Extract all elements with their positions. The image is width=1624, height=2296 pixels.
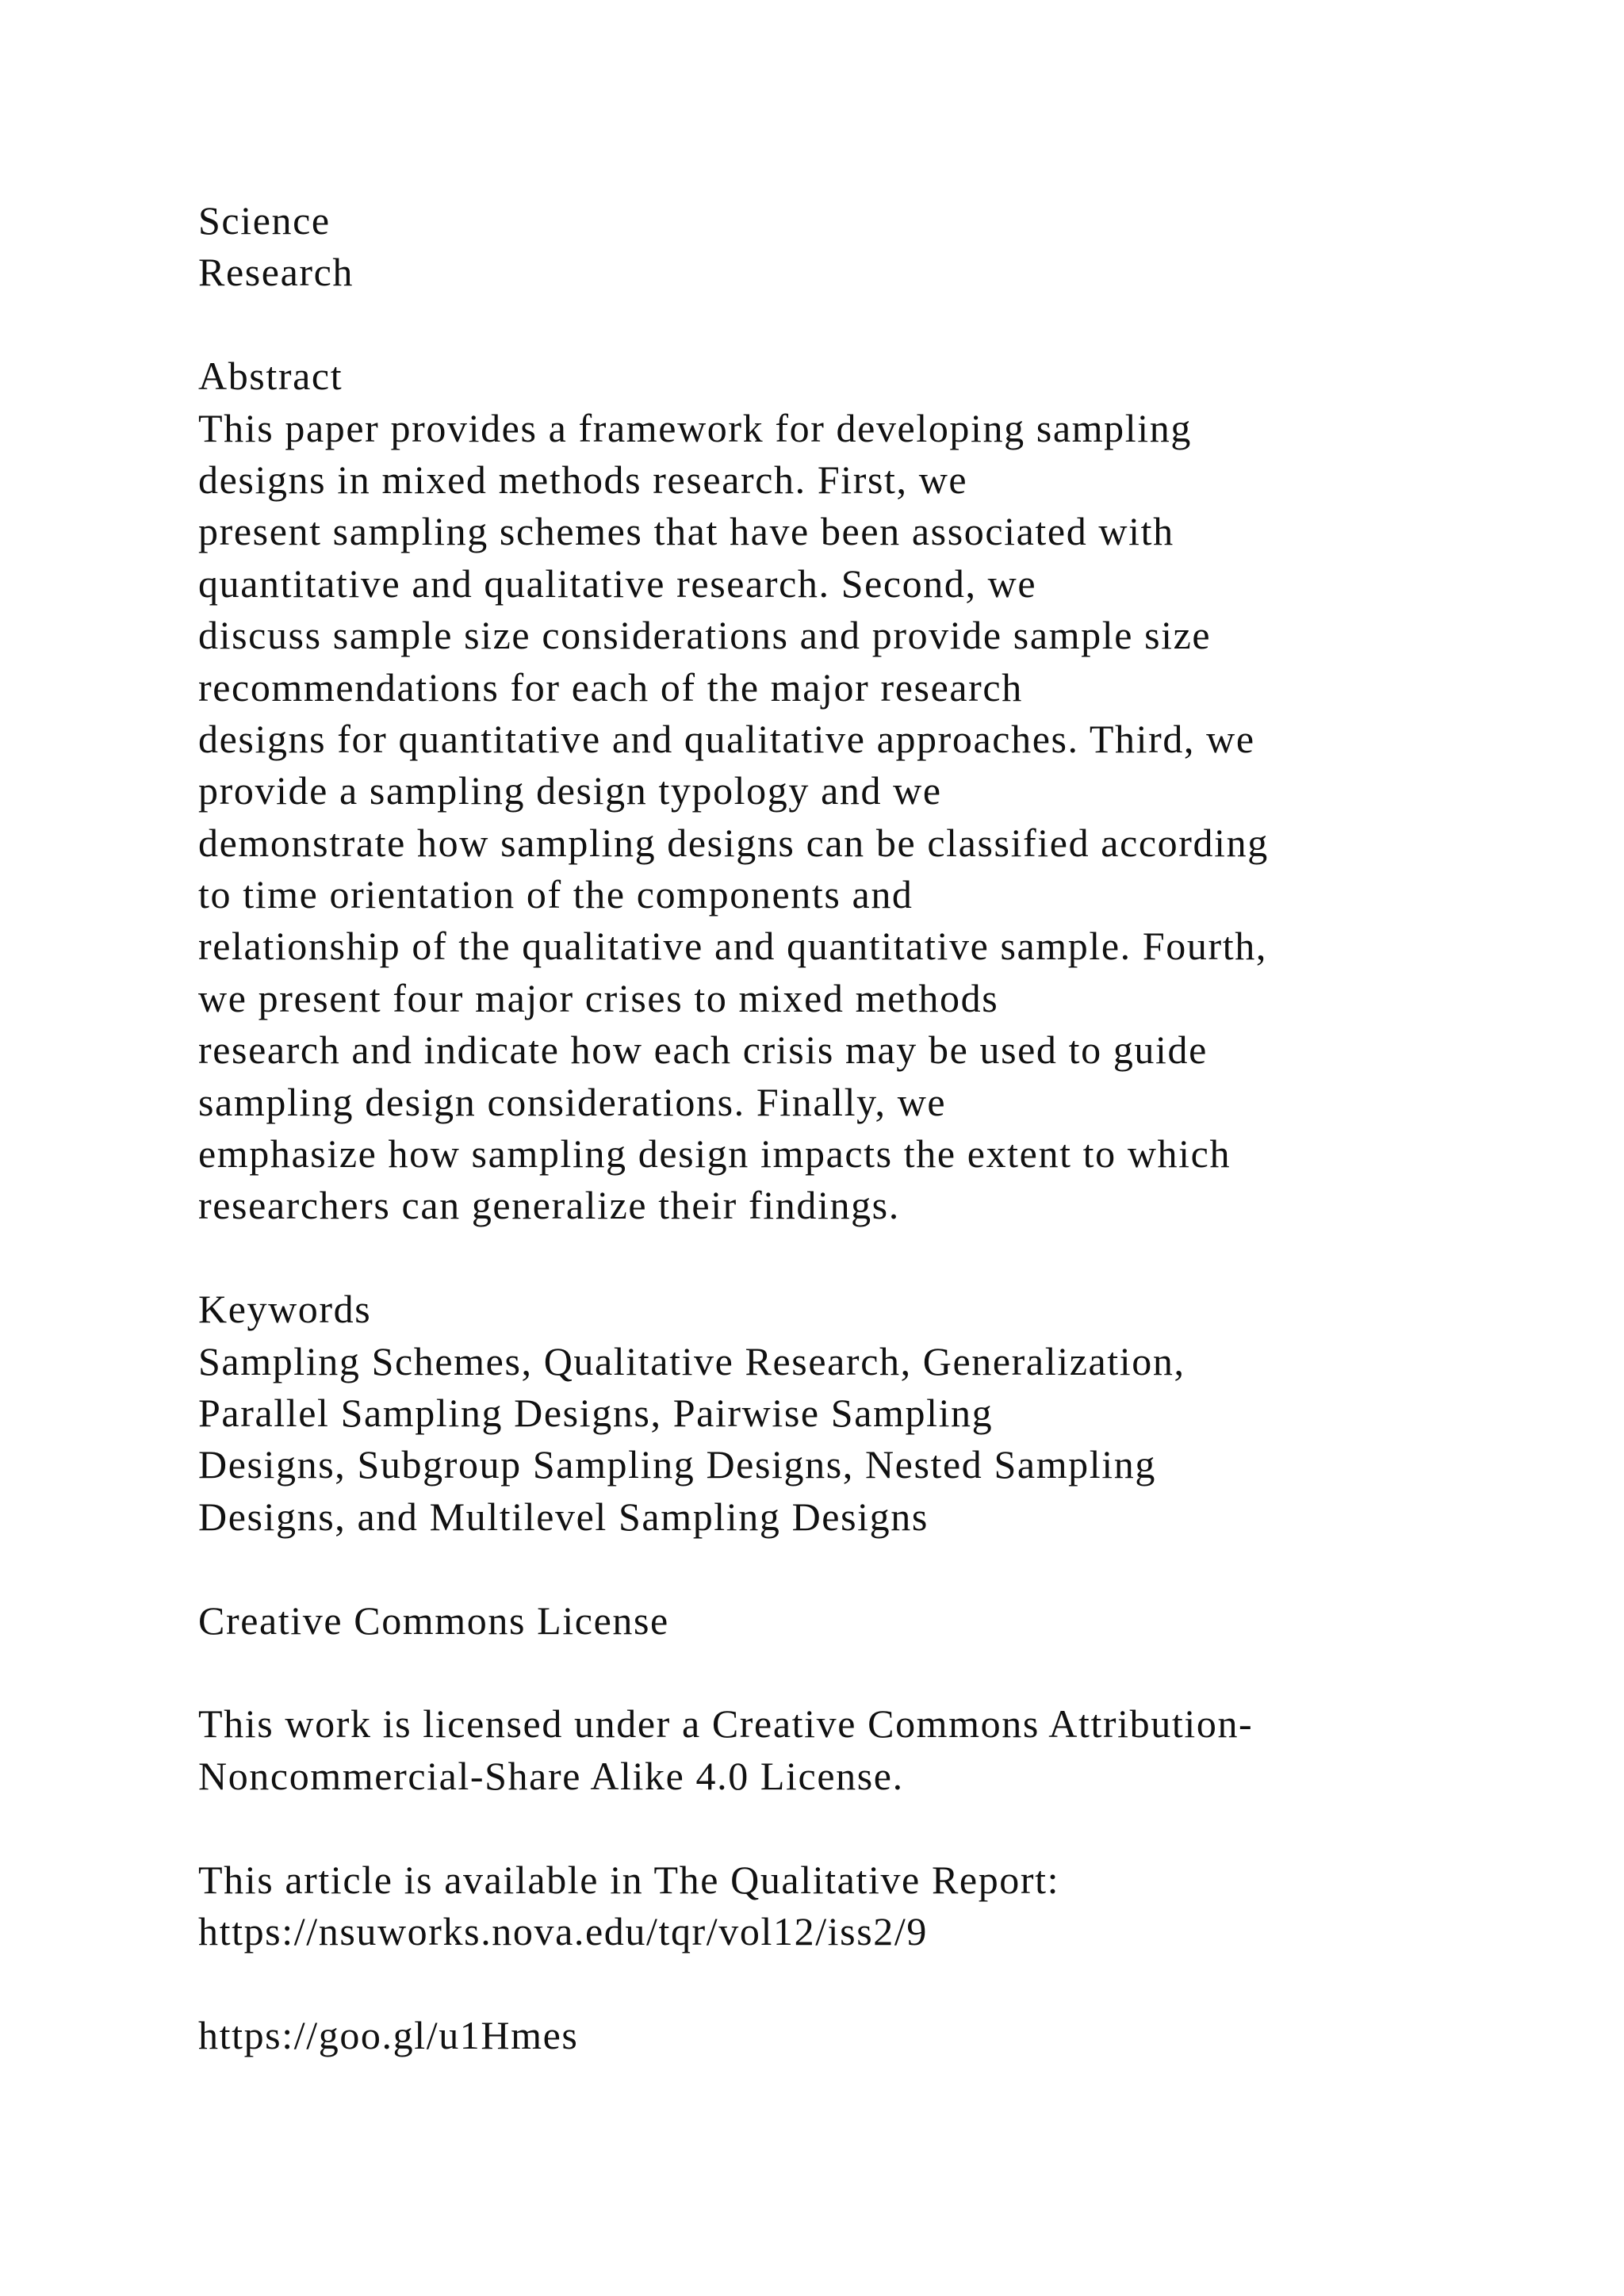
spacer — [198, 1957, 1435, 2009]
keywords-line: Sampling Schemes, Qualitative Research, Generalization, — [198, 1338, 1185, 1383]
abstract-line: relationship of the qualitative and quantitative sample. Fourth, — [198, 924, 1267, 969]
abstract-heading: Abstract — [198, 354, 343, 399]
spacer — [198, 1232, 1435, 1284]
abstract-line: demonstrate how sampling designs can be classified according — [198, 820, 1269, 865]
license-heading: Creative Commons License — [198, 1598, 669, 1643]
keywords-line: Designs, Subgroup Sampling Designs, Nested Sampling — [198, 1442, 1156, 1487]
header-line-1: Science — [198, 198, 331, 243]
spacer — [198, 1543, 1435, 1594]
abstract-line: recommendations for each of the major research — [198, 664, 1023, 710]
short-url-link[interactable]: https://goo.gl/u1Hmes — [198, 2012, 579, 2057]
availability-line-1: This article is available in The Qualitative Report: — [198, 1857, 1060, 1902]
spacer — [198, 299, 1435, 350]
license-text-line-2: Noncommercial-Share Alike 4.0 License. — [198, 1753, 904, 1798]
article-url-link[interactable]: https://nsuworks.nova.edu/tqr/vol12/iss2/9 — [198, 1908, 928, 1954]
abstract-line: designs for quantitative and qualitative approaches. Third, we — [198, 716, 1255, 761]
abstract-line: sampling design considerations. Finally, we — [198, 1079, 947, 1124]
abstract-line: researchers can generalize their findings. — [198, 1183, 900, 1228]
abstract-line: designs in mixed methods research. First, we — [198, 457, 968, 502]
abstract-line: discuss sample size considerations and provide sample size — [198, 613, 1212, 658]
abstract-line: we present four major crises to mixed methods — [198, 975, 999, 1020]
abstract-line: research and indicate how each crisis may be used to guide — [198, 1027, 1208, 1073]
abstract-body — [198, 403, 1435, 1232]
keywords-line: Designs, and Multilevel Sampling Designs — [198, 1494, 929, 1539]
keywords-heading: Keywords — [198, 1287, 372, 1332]
license-text-line-1: This work is licensed under a Creative Commons Attribution- — [198, 1701, 1254, 1747]
abstract-line: provide a sampling design typology and we — [198, 768, 942, 813]
spacer — [198, 1802, 1435, 1854]
document-page — [198, 195, 1435, 2061]
abstract-line: quantitative and qualitative research. Second, we — [198, 561, 1037, 606]
abstract-line: This paper provides a framework for developing sampling — [198, 405, 1192, 450]
spacer — [198, 1647, 1435, 1698]
keywords-body — [198, 1336, 1435, 1544]
header-line-2: Research — [198, 250, 354, 295]
keywords-line: Parallel Sampling Designs, Pairwise Sampling — [198, 1390, 994, 1435]
abstract-line: emphasize how sampling design impacts the extent to which — [198, 1131, 1231, 1177]
abstract-line: present sampling schemes that have been associated with — [198, 509, 1174, 554]
abstract-line: to time orientation of the components and — [198, 872, 914, 917]
